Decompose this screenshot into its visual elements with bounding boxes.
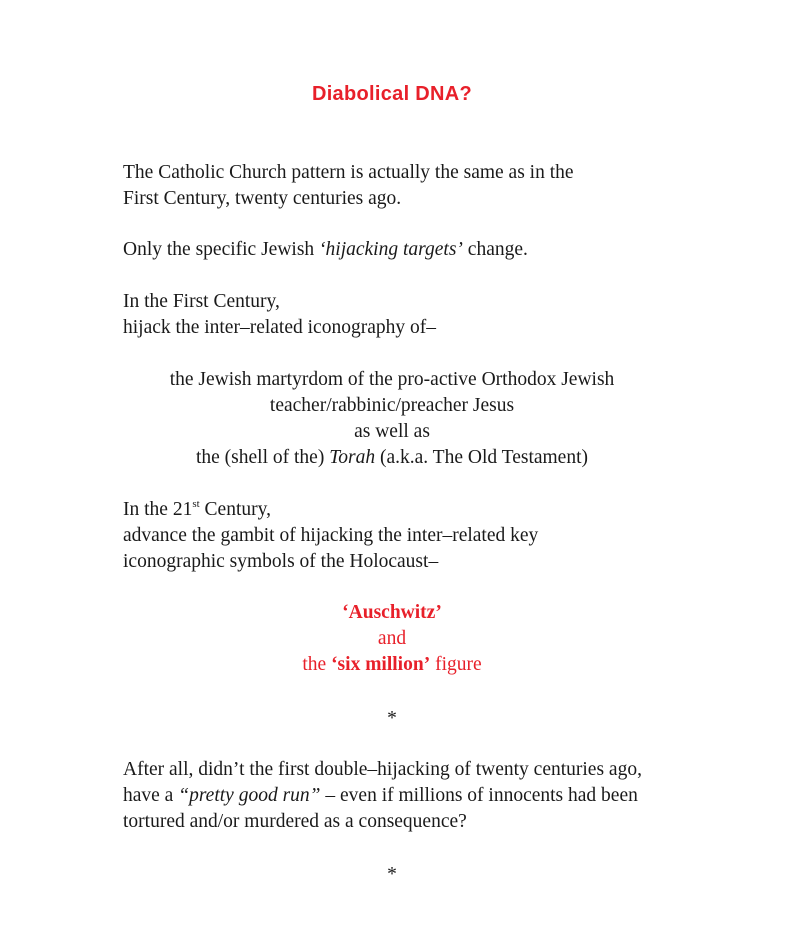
- paragraph-3-line-2: hijack the inter–related iconography of–: [123, 317, 436, 338]
- centered-block-1-line-3: as well as: [354, 421, 430, 442]
- torah-post-text: (a.k.a. The Old Testament): [375, 447, 589, 468]
- pretty-good-run-emphasis: “pretty good run”: [178, 785, 321, 806]
- paragraph-4: [123, 497, 703, 575]
- paragraph-3-line-1: In the First Century,: [123, 291, 280, 312]
- paragraph-2-text-end: change.: [462, 239, 528, 260]
- paragraph-5: [123, 757, 703, 835]
- paragraph-3: [123, 289, 703, 341]
- century-number: In the 21: [123, 499, 193, 520]
- centered-block-1: [0, 367, 784, 471]
- separator-asterisk-1: *: [387, 708, 397, 729]
- paragraph-4-line-1: [123, 497, 703, 523]
- pretty-good-run-pre: have a: [123, 785, 179, 806]
- century-word: Century,: [199, 499, 271, 520]
- centered-block-1-line-4: [0, 445, 784, 471]
- pretty-good-run-post: – even if millions of innocents had been: [320, 785, 638, 806]
- torah-emphasis: Torah: [329, 447, 376, 468]
- torah-pre-text: the (shell of the): [195, 447, 330, 468]
- paragraph-1: [123, 160, 703, 212]
- paragraph-5-line-1: After all, didn’t the first double–hijacking of twenty centuries ago,: [123, 759, 642, 780]
- paragraph-2-line: [123, 237, 703, 263]
- six-million-post: figure: [430, 654, 482, 675]
- centered-block-2: [0, 600, 784, 678]
- centered-block-1-line-2: teacher/rabbinic/preacher Jesus: [269, 395, 515, 416]
- page-title: Diabolical DNA?: [311, 83, 473, 105]
- century-ordinal-suffix: st: [192, 498, 200, 510]
- six-million-pre: the: [302, 654, 332, 675]
- auschwitz-line: ‘Auschwitz’: [342, 602, 442, 623]
- separator-asterisk-2: *: [387, 864, 397, 885]
- paragraph-2-text: Only the specific Jewish: [123, 239, 320, 260]
- paragraph-4-line-3: iconographic symbols of the Holocaust–: [123, 551, 439, 572]
- and-line: and: [377, 628, 407, 649]
- six-million-emphasis: ‘six million’: [331, 654, 431, 675]
- centered-block-1-line-1: the Jewish martyrdom of the pro-active Orthodox Jewish: [169, 369, 615, 390]
- paragraph-5-line-2: [123, 783, 703, 809]
- hijacking-targets-emphasis: ‘hijacking targets’: [319, 239, 463, 260]
- paragraph-2: [123, 237, 703, 263]
- paragraph-1-line-2: First Century, twenty centuries ago.: [123, 188, 402, 209]
- paragraph-5-line-3: tortured and/or murdered as a consequence?: [123, 811, 467, 832]
- six-million-line: [0, 652, 784, 678]
- paragraph-1-line-1: The Catholic Church pattern is actually the same as in the: [123, 162, 574, 183]
- paragraph-4-line-2: advance the gambit of hijacking the inter–related key: [123, 525, 539, 546]
